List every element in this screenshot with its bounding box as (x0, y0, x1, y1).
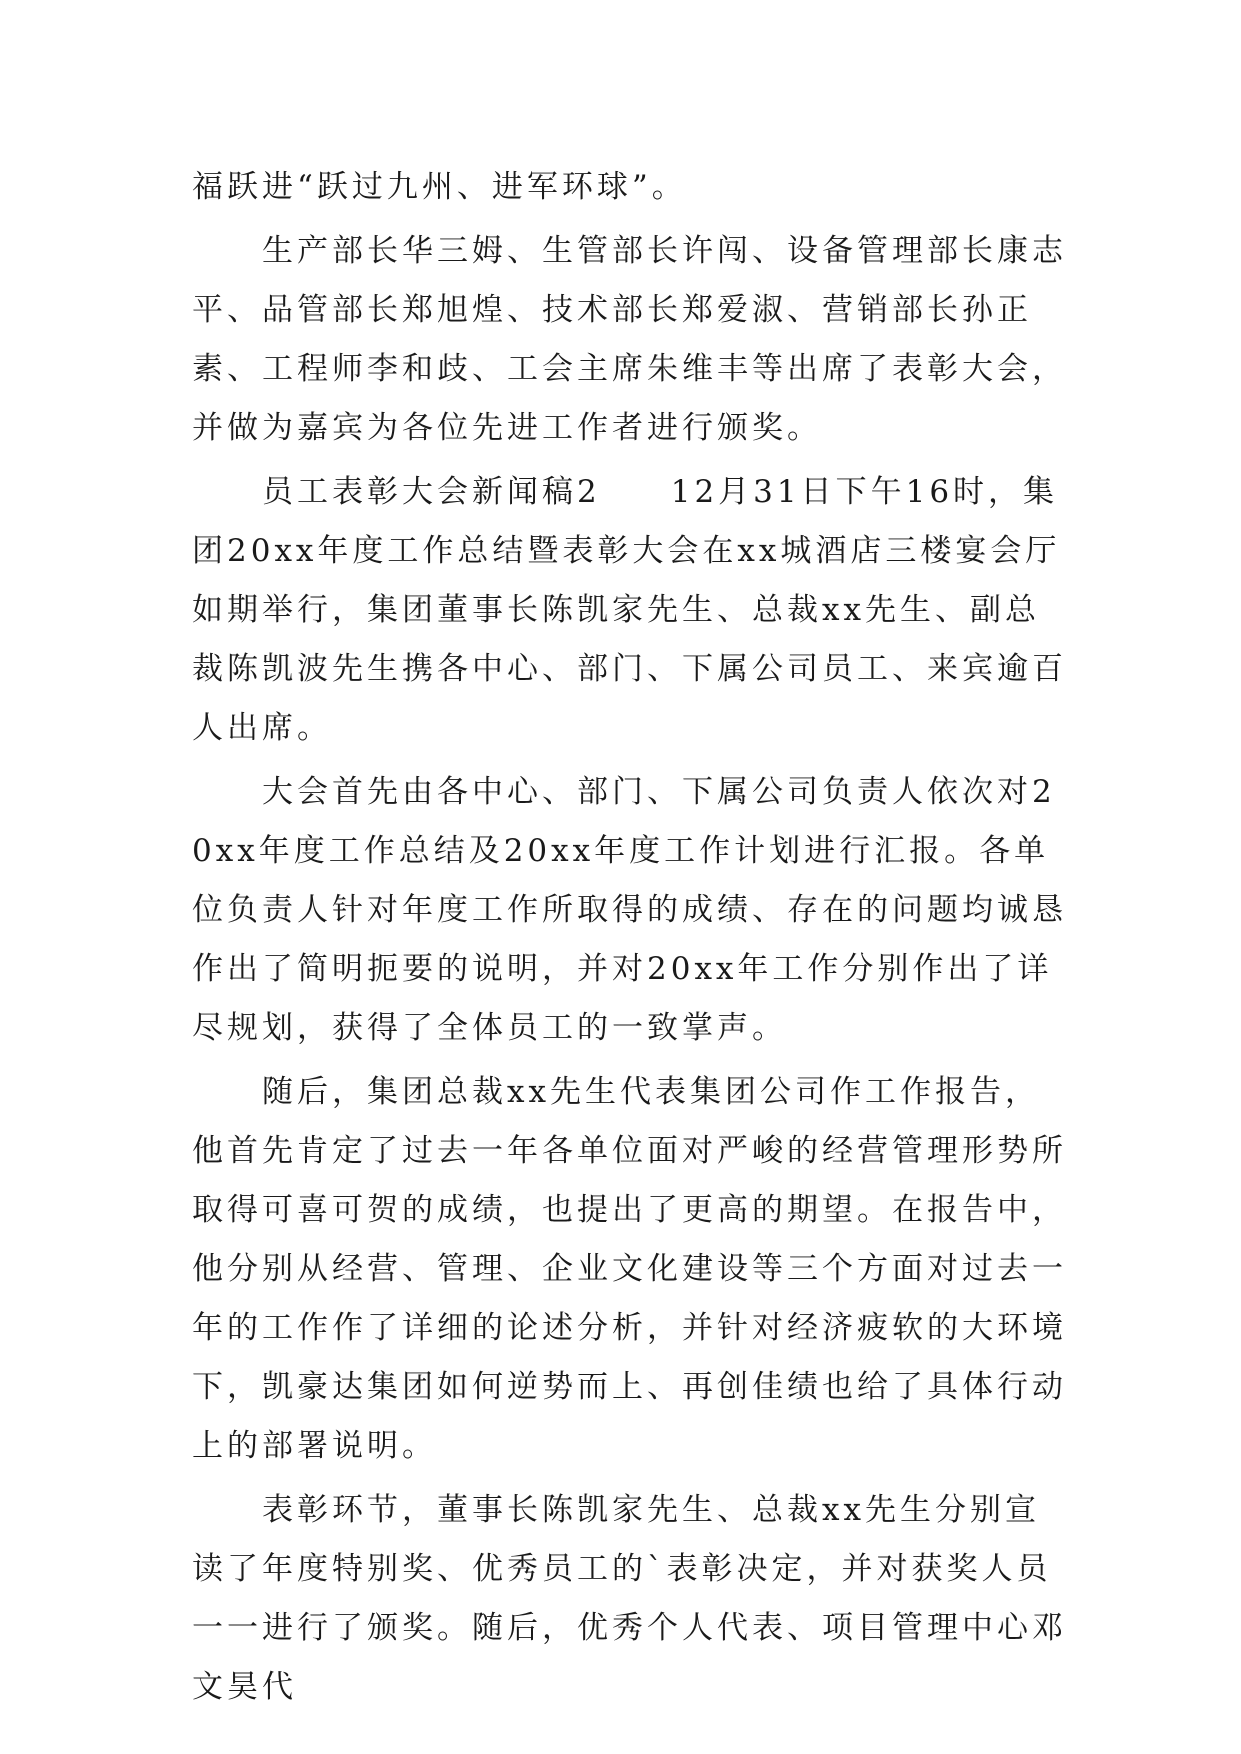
paragraph-news-2-intro: 员工表彰大会新闻稿2 12月31日下午16时，集团20xx年度工作总结暨表彰大会在xx城酒店三楼宴会厅如期举行，集团董事长陈凯家先生、总裁xx先生、副总裁陈凯波先生携各中心、部门、下属公司员工、来宾逾百人出席。 (192, 474, 1067, 746)
paragraph-continuation: 福跃进“跃过九州、进军环球”。 (192, 169, 687, 205)
paragraph-work-report: 随后，集团总裁xx先生代表集团公司作工作报告，他首先肯定了过去一年各单位面对严峻的经营管理形势所取得可喜可贺的成绩，也提出了更高的期望。在报告中，他分别从经营、管理、企业文化建设等三个方面对过去一年的工作作了详细的论述分析，并针对经济疲软的大环境下，凯豪达集团如何逆势而上、再创佳绩也给了具体行动上的部署说明。 (192, 1074, 1067, 1464)
paragraph-awards: 表彰环节，董事长陈凯家先生、总裁xx先生分别宣读了年度特别奖、优秀员工的`表彰决定，并对获奖人员一一进行了颁奖。随后，优秀个人代表、项目管理中心邓文昊代 (192, 1492, 1067, 1705)
document-body (192, 158, 1072, 1722)
paragraph-reports: 大会首先由各中心、部门、下属公司负责人依次对20xx年度工作总结及20xx年度工作计划进行汇报。各单位负责人针对年度工作所取得的成绩、存在的问题均诚恳作出了简明扼要的说明，并对20xx年工作分别作出了详尽规划，获得了全体员工的一致掌声。 (192, 774, 1067, 1046)
paragraph-guests: 生产部长华三姆、生管部长许闯、设备管理部长康志平、品管部长郑旭煌、技术部长郑爱淑、营销部长孙正素、工程师李和歧、工会主席朱维丰等出席了表彰大会，并做为嘉宾为各位先进工作者进行颁奖。 (192, 233, 1067, 446)
